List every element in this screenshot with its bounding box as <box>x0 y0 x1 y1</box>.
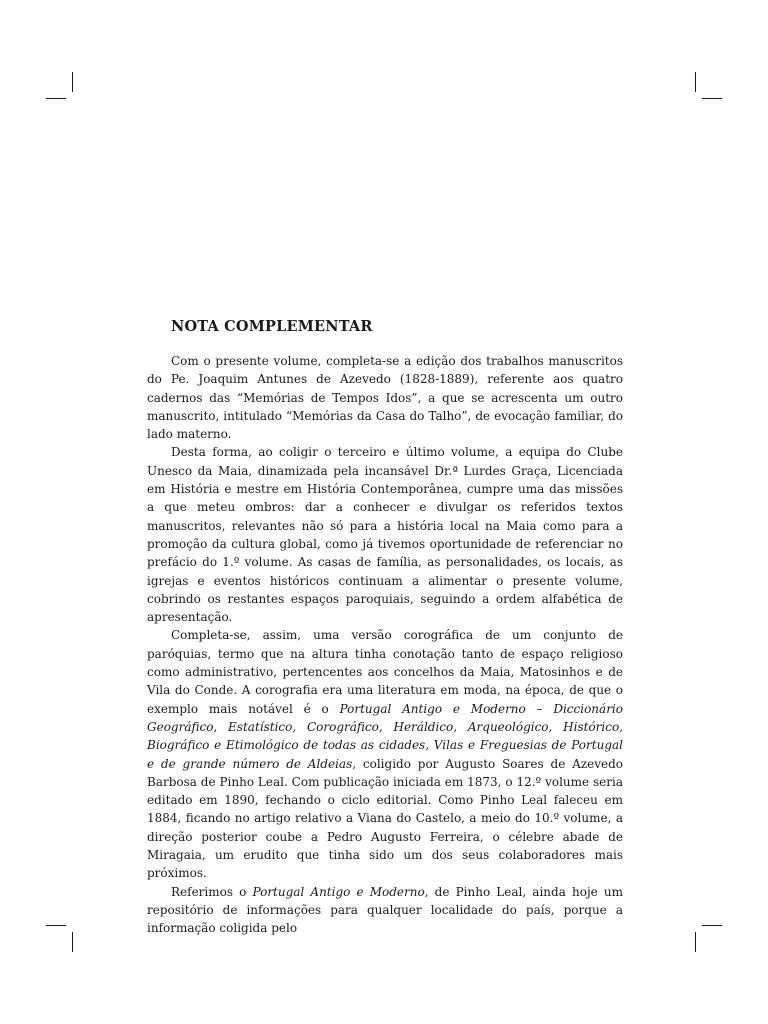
paragraph-4 <box>147 883 623 938</box>
text-run: , coligido por Augusto Soares de Azevedo Barbosa de Pinho Leal. Com publicação iniciada em 1873, o 12.º volume seria editado em 1890, fechando o ciclo editorial. Como Pinho Leal faleceu em 1884, ficando no artigo relativo a Viana do Castelo, a meio do 10.º volume, a direção posterior coube a Pedro Augusto Ferreira, o célebre abade de Miragaia, um erudito que tinha sido um dos seus colaboradores mais próximos. <box>147 756 623 881</box>
crop-mark-bottom-left-v <box>72 932 73 952</box>
text-run: Com o presente volume, completa-se a edição dos trabalhos manuscritos do Pe. Joaquim Antunes de Azevedo (1828-1889), referente aos quatro cadernos das “Memórias de Tempos Idos”, a que se acrescenta um outro manuscrito, intitulado “Memórias da Casa do Talho”, de evocação familiar, do lado materno. <box>147 354 623 442</box>
crop-mark-bottom-right-v <box>695 932 696 952</box>
crop-mark-top-right-v <box>695 72 696 92</box>
italic-run: Portugal Antigo e Moderno – Diccionário Geográfico, Estatístico, Corográfico, Heráldico, Arqueológico, Histórico, Biográfico e Etimológico de todas as cidades, Vilas e Freguesias de Portugal e de grande número de Aldeias <box>147 701 623 771</box>
text-run: Referimos o <box>171 884 253 899</box>
section-title: NOTA COMPLEMENTAR <box>171 318 373 335</box>
crop-mark-bottom-right-h <box>702 925 722 926</box>
paragraph-2 <box>147 443 623 626</box>
crop-mark-top-right-h <box>702 98 722 99</box>
text-run: , de Pinho Leal, ainda hoje um repositório de informações para qualquer localidade do país, porque a informação coligida pelo <box>147 884 623 936</box>
crop-mark-bottom-left-h <box>46 925 66 926</box>
text-run: Completa-se, assim, uma versão corográfica de um conjunto de paróquias, termo que na altura tinha conotação tanto de espaço religioso como administrativo, pertencentes aos concelhos da Maia, Matosinhos e de Vila do Conde. A corografia era uma literatura em moda, na época, de que o exemplo mais notável é o <box>147 628 623 716</box>
italic-run: Portugal Antigo e Moderno <box>252 884 425 899</box>
text-run: Desta forma, ao coligir o terceiro e último volume, a equipa do Clube Unesco da Maia, dinamizada pela incansável Dr.ª Lurdes Graça, Licenciada em História e mestre em História Contemporânea, cumpre uma das missões a que meteu ombros: dar a conhecer e divulgar os referidos textos manuscritos, relevantes não só para a história local na Maia como para a promoção da cultura global, como já tivemos oportunidade de referenciar no prefácio do 1.º volume. As casas de família, as personalidades, os locais, as igrejas e eventos históricos continuam a alimentar o presente volume, cobrindo os restantes espaços paroquiais, seguindo a ordem alfabética de apresentação. <box>147 445 623 625</box>
page-content <box>147 318 623 938</box>
paragraph-3 <box>147 626 623 882</box>
crop-mark-top-left-v <box>72 72 73 92</box>
paragraph-1 <box>147 352 623 443</box>
crop-mark-top-left-h <box>46 98 66 99</box>
body-text <box>147 352 623 938</box>
